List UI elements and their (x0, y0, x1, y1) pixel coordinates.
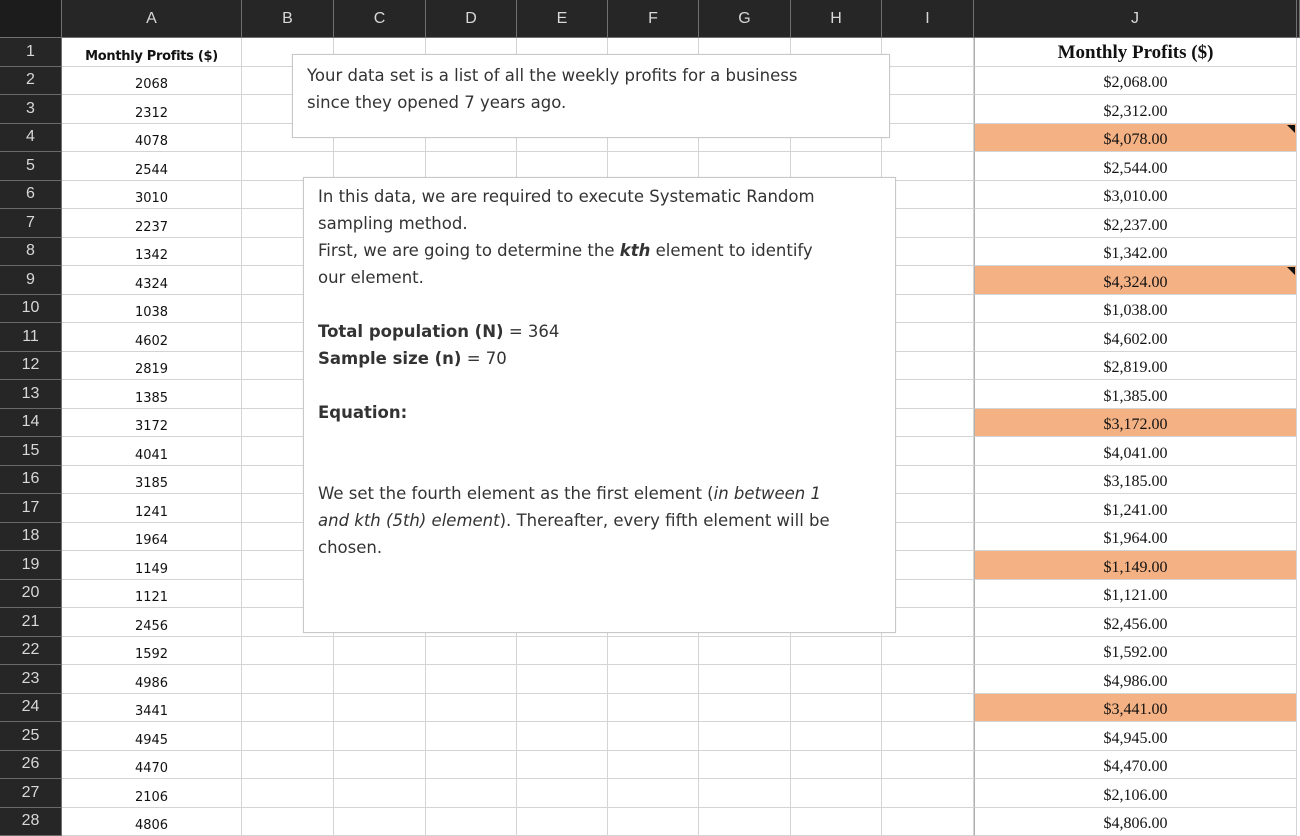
row-header-26[interactable]: 26 (0, 751, 62, 780)
cell-e28[interactable] (517, 808, 608, 836)
cell-j2[interactable]: $2,068.00 (974, 67, 1297, 96)
cell-a26[interactable]: 4470 (62, 751, 242, 780)
cell-j18[interactable]: $1,964.00 (974, 523, 1297, 552)
cell-a18[interactable]: 1964 (62, 523, 242, 552)
fourth-italic-2: and kth (5th) element (318, 511, 500, 530)
cell-b24[interactable] (242, 694, 334, 723)
cell-j3[interactable]: $2,312.00 (974, 95, 1297, 124)
cell-g25[interactable] (699, 722, 791, 751)
column-header-e[interactable]: E (517, 0, 608, 38)
cell-j10[interactable]: $1,038.00 (974, 295, 1297, 324)
column-header-c[interactable]: C (334, 0, 426, 38)
cell-i4[interactable] (882, 124, 974, 153)
cell-j7[interactable]: $2,237.00 (974, 209, 1297, 238)
fourth-line-1 (318, 480, 895, 507)
column-header-g[interactable]: G (699, 0, 791, 38)
cell-a7[interactable]: 2237 (62, 209, 242, 238)
cell-j14[interactable]: $3,172.00 (974, 409, 1297, 438)
row-header-25[interactable]: 25 (0, 722, 62, 751)
cell-h26[interactable] (791, 751, 882, 780)
cell-j25[interactable]: $4,945.00 (974, 722, 1297, 751)
cell-a8[interactable]: 1342 (62, 238, 242, 267)
cell-c22[interactable] (334, 637, 426, 666)
row-header-28[interactable]: 28 (0, 808, 62, 836)
row-header-9[interactable]: 9 (0, 266, 62, 295)
cell-a9[interactable]: 4324 (62, 266, 242, 295)
cell-a12[interactable]: 2819 (62, 352, 242, 381)
fourth-line-2 (318, 507, 895, 534)
cell-j22[interactable]: $1,592.00 (974, 637, 1297, 666)
row-header-22[interactable]: 22 (0, 637, 62, 666)
fourth-text: We set the fourth element as the first element ( (318, 484, 714, 503)
column-header-a[interactable]: A (62, 0, 242, 38)
cell-g28[interactable] (699, 808, 791, 836)
cell-j27[interactable]: $2,106.00 (974, 779, 1297, 808)
cell-i28[interactable] (882, 808, 974, 836)
cell-h23[interactable] (791, 665, 882, 694)
cell-b23[interactable] (242, 665, 334, 694)
cell-j6[interactable]: $3,010.00 (974, 181, 1297, 210)
cell-b25[interactable] (242, 722, 334, 751)
row-header-10[interactable]: 10 (0, 295, 62, 324)
cell-i2[interactable] (882, 67, 974, 96)
sample-value: = 70 (461, 349, 506, 368)
select-all-corner[interactable] (0, 0, 62, 38)
cell-j23[interactable]: $4,986.00 (974, 665, 1297, 694)
cell-j21[interactable]: $2,456.00 (974, 608, 1297, 637)
cell-j15[interactable]: $4,041.00 (974, 437, 1297, 466)
row-header-18[interactable]: 18 (0, 523, 62, 552)
first-line (318, 237, 895, 264)
cell-g23[interactable] (699, 665, 791, 694)
cell-g26[interactable] (699, 751, 791, 780)
cell-a17[interactable]: 1241 (62, 494, 242, 523)
cell-g27[interactable] (699, 779, 791, 808)
cell-d24[interactable] (426, 694, 517, 723)
cell-a16[interactable]: 3185 (62, 466, 242, 495)
cell-j9[interactable]: $4,324.00 (974, 266, 1297, 295)
cell-a10[interactable]: 1038 (62, 295, 242, 324)
cell-i26[interactable] (882, 751, 974, 780)
cell-a4[interactable]: 4078 (62, 124, 242, 153)
cell-d28[interactable] (426, 808, 517, 836)
cell-g24[interactable] (699, 694, 791, 723)
cell-d25[interactable] (426, 722, 517, 751)
cell-a14[interactable]: 3172 (62, 409, 242, 438)
row-header-8[interactable]: 8 (0, 238, 62, 267)
cell-a13[interactable]: 1385 (62, 380, 242, 409)
cell-h25[interactable] (791, 722, 882, 751)
cell-i22[interactable] (882, 637, 974, 666)
row-header-6[interactable]: 6 (0, 181, 62, 210)
intro-line-1: In this data, we are required to execute Systematic Random (318, 183, 895, 210)
cell-a11[interactable]: 4602 (62, 323, 242, 352)
row-header-24[interactable]: 24 (0, 694, 62, 723)
row-header-2[interactable]: 2 (0, 67, 62, 96)
row-header-13[interactable]: 13 (0, 380, 62, 409)
row-header-16[interactable]: 16 (0, 466, 62, 495)
first-line-2: our element. (318, 264, 895, 291)
first-text-post: element to identify (650, 241, 812, 260)
comment-indicator-icon[interactable] (1287, 267, 1295, 275)
cell-c28[interactable] (334, 808, 426, 836)
first-text: First, we are going to determine the (318, 241, 620, 260)
cell-f22[interactable] (608, 637, 699, 666)
cell-j16[interactable]: $3,185.00 (974, 466, 1297, 495)
fourth-line-3: chosen. (318, 534, 895, 561)
cell-e22[interactable] (517, 637, 608, 666)
population-label: Total population (N) (318, 322, 504, 341)
cell-b28[interactable] (242, 808, 334, 836)
cell-j11[interactable]: $4,602.00 (974, 323, 1297, 352)
row-header-17[interactable]: 17 (0, 494, 62, 523)
cell-b22[interactable] (242, 637, 334, 666)
cell-j5[interactable]: $2,544.00 (974, 152, 1297, 181)
cell-e26[interactable] (517, 751, 608, 780)
row-header-21[interactable]: 21 (0, 608, 62, 637)
cell-f28[interactable] (608, 808, 699, 836)
population-line (318, 318, 895, 345)
cell-f24[interactable] (608, 694, 699, 723)
cell-c26[interactable] (334, 751, 426, 780)
row-header-1[interactable]: 1 (0, 38, 62, 67)
cell-a22[interactable]: 1592 (62, 637, 242, 666)
cell-a20[interactable]: 1121 (62, 580, 242, 609)
cell-e23[interactable] (517, 665, 608, 694)
cell-j20[interactable]: $1,121.00 (974, 580, 1297, 609)
cell-a23[interactable]: 4986 (62, 665, 242, 694)
cell-f27[interactable] (608, 779, 699, 808)
row-header-7[interactable]: 7 (0, 209, 62, 238)
cell-h28[interactable] (791, 808, 882, 836)
comment-indicator-icon[interactable] (1287, 125, 1295, 133)
fourth-text-2: ). Thereafter, every fifth element will be (500, 511, 830, 530)
cell-h27[interactable] (791, 779, 882, 808)
cell-d26[interactable] (426, 751, 517, 780)
column-header-b[interactable]: B (242, 0, 334, 38)
cell-i25[interactable] (882, 722, 974, 751)
cell-i23[interactable] (882, 665, 974, 694)
column-header-d[interactable]: D (426, 0, 517, 38)
cell-i1[interactable] (882, 38, 974, 67)
cell-d27[interactable] (426, 779, 517, 808)
cell-c23[interactable] (334, 665, 426, 694)
row-header-5[interactable]: 5 (0, 152, 62, 181)
column-header-j[interactable]: J (974, 0, 1297, 38)
cell-j26[interactable]: $4,470.00 (974, 751, 1297, 780)
dataset-line-2: since they opened 7 years ago. (307, 89, 889, 116)
row-header-12[interactable]: 12 (0, 352, 62, 381)
row-header-4[interactable]: 4 (0, 124, 62, 153)
cell-a24[interactable]: 3441 (62, 694, 242, 723)
cell-i3[interactable] (882, 95, 974, 124)
cell-a19[interactable]: 1149 (62, 551, 242, 580)
cell-j17[interactable]: $1,241.00 (974, 494, 1297, 523)
cell-f25[interactable] (608, 722, 699, 751)
cell-a15[interactable]: 4041 (62, 437, 242, 466)
cell-c27[interactable] (334, 779, 426, 808)
column-header-h[interactable]: H (791, 0, 882, 38)
cell-b26[interactable] (242, 751, 334, 780)
cell-j4[interactable]: $4,078.00 (974, 124, 1297, 153)
intro-line-2: sampling method. (318, 210, 895, 237)
dataset-line-1: Your data set is a list of all the weekly profits for a business (307, 62, 889, 89)
row-header-20[interactable]: 20 (0, 580, 62, 609)
cell-j12[interactable]: $2,819.00 (974, 352, 1297, 381)
textbox-sampling-method[interactable] (303, 177, 896, 633)
row-header-15[interactable]: 15 (0, 437, 62, 466)
sample-line (318, 345, 895, 372)
row-header-14[interactable]: 14 (0, 409, 62, 438)
kth-term: kth (620, 241, 651, 260)
cell-h24[interactable] (791, 694, 882, 723)
cell-g22[interactable] (699, 637, 791, 666)
cell-c25[interactable] (334, 722, 426, 751)
equation-label: Equation: (318, 399, 895, 426)
population-value: = 364 (504, 322, 560, 341)
textbox-dataset-description[interactable] (292, 54, 890, 138)
fourth-italic: in between 1 (714, 484, 821, 503)
cell-a1[interactable]: Monthly Profits ($) (62, 38, 242, 67)
cell-a5[interactable]: 2544 (62, 152, 242, 181)
cell-e25[interactable] (517, 722, 608, 751)
cell-i24[interactable] (882, 694, 974, 723)
cell-a28[interactable]: 4806 (62, 808, 242, 836)
row-header-3[interactable]: 3 (0, 95, 62, 124)
cell-a21[interactable]: 2456 (62, 608, 242, 637)
column-header-i[interactable]: I (882, 0, 974, 38)
cell-h22[interactable] (791, 637, 882, 666)
cell-j28[interactable]: $4,806.00 (974, 808, 1297, 836)
cell-a3[interactable]: 2312 (62, 95, 242, 124)
cell-f23[interactable] (608, 665, 699, 694)
cell-a27[interactable]: 2106 (62, 779, 242, 808)
cell-e27[interactable] (517, 779, 608, 808)
cell-a6[interactable]: 3010 (62, 181, 242, 210)
cell-j13[interactable]: $1,385.00 (974, 380, 1297, 409)
cell-f26[interactable] (608, 751, 699, 780)
cell-j24[interactable]: $3,441.00 (974, 694, 1297, 723)
cell-d22[interactable] (426, 637, 517, 666)
cell-i27[interactable] (882, 779, 974, 808)
cell-b27[interactable] (242, 779, 334, 808)
cell-d23[interactable] (426, 665, 517, 694)
cell-j19[interactable]: $1,149.00 (974, 551, 1297, 580)
row-header-19[interactable]: 19 (0, 551, 62, 580)
row-header-23[interactable]: 23 (0, 665, 62, 694)
row-header-11[interactable]: 11 (0, 323, 62, 352)
cell-e24[interactable] (517, 694, 608, 723)
cell-a25[interactable]: 4945 (62, 722, 242, 751)
cell-j1[interactable]: Monthly Profits ($) (974, 38, 1297, 67)
row-header-27[interactable]: 27 (0, 779, 62, 808)
cell-a2[interactable]: 2068 (62, 67, 242, 96)
cell-c24[interactable] (334, 694, 426, 723)
cell-j8[interactable]: $1,342.00 (974, 238, 1297, 267)
column-header-f[interactable]: F (608, 0, 699, 38)
sample-label: Sample size (n) (318, 349, 461, 368)
